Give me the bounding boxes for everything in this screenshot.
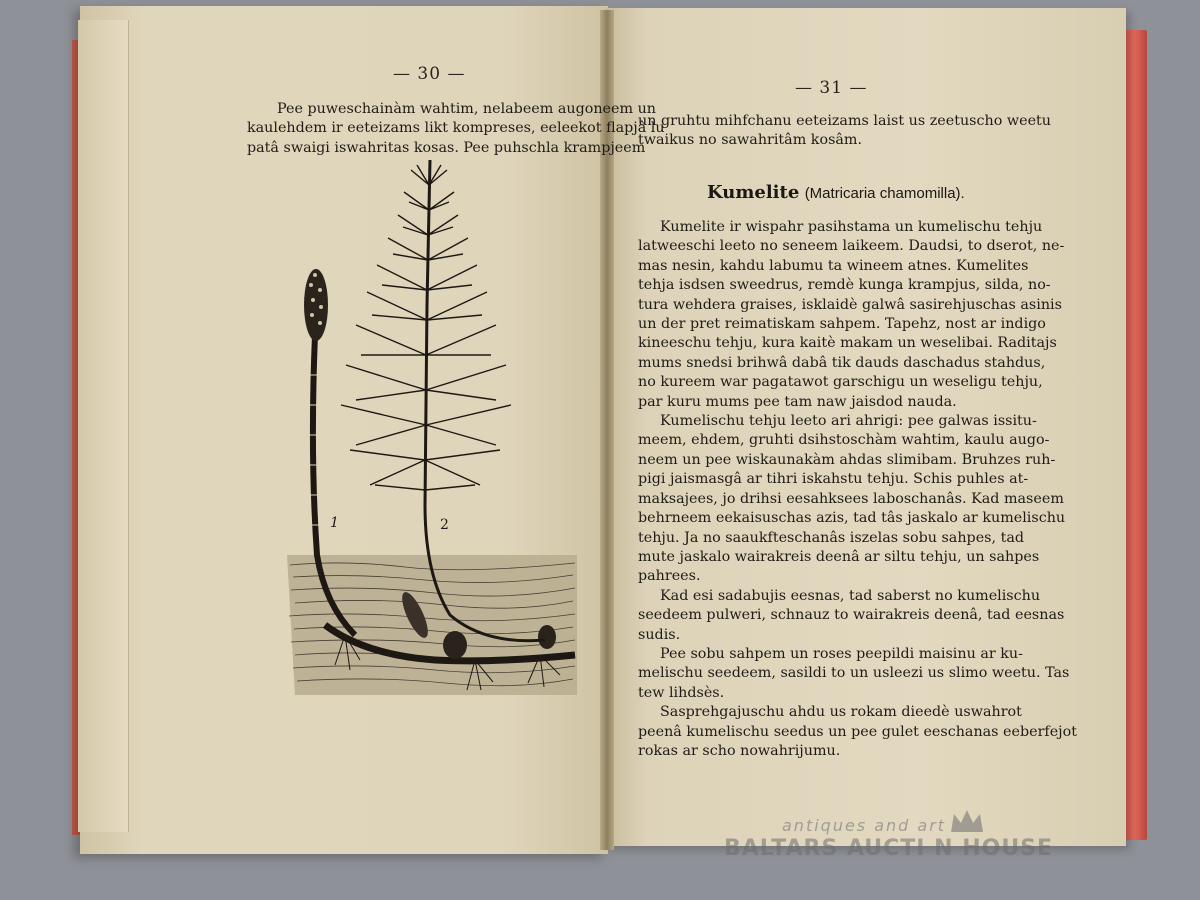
auction-house-watermark — [724, 808, 1144, 868]
body-line: tehja isdsen sweedrus, remdè kunga krampjus, silda, no- — [638, 277, 1051, 294]
body-line: seedeem pulweri, schnauz to wairakreis deenâ, tad eesnas — [638, 607, 1065, 624]
body-line: sudis. — [638, 626, 681, 643]
body-line: rokas ar scho nowahrijumu. — [638, 742, 841, 759]
left-line-2: kaulehdem ir eeteizams likt kompreses, eeleekot flapjâ lu — [247, 120, 665, 137]
body-line: un der pret reimatiskam sahpem. Tapehz, nost ar indigo — [638, 316, 1046, 333]
spore-cone — [304, 269, 328, 341]
body-line: tehju. Ja no saaukfteschanâs iszelas sobu sahpes, tad — [638, 529, 1025, 546]
body-line: Kad esi sadabujis eesnas, tad saberst no kumelischu — [660, 587, 1041, 604]
left-page-text — [247, 100, 665, 158]
heading-latin-name: (Matricaria chamomilla). — [804, 185, 965, 202]
body-line: neem un pee wiskaunakàm ahdas slimibam. Bruhzes ruh- — [638, 451, 1056, 468]
body-line: no kureem war pagatawot garschigu un weseligu tehju, — [638, 374, 1043, 391]
left-page-stack — [78, 20, 129, 832]
page-number-right: — 31 — — [795, 78, 868, 98]
section-heading — [707, 182, 965, 203]
figure-label-2: 2 — [440, 517, 449, 533]
left-line-1: Pee puweschainàm wahtim, nelabeem augoneem un — [277, 101, 656, 117]
body-line: tew lihdsès. — [638, 684, 725, 701]
body-line: tura wehdera graises, isklaidè galwâ sasirehjuschas asinis — [638, 296, 1062, 313]
body-line: kineeschu tehju, kura kaitè makam un weselibai. Raditajs — [638, 335, 1057, 352]
right-page-body — [638, 218, 1077, 761]
body-line: melischu seedeem, sasildi to un usleezi us slimo weetu. Tas — [638, 665, 1070, 682]
body-line: maksajees, jo drihsi eesahksees laboschanâs. Kad maseem — [638, 490, 1064, 507]
page-number-left: — 30 — — [393, 64, 466, 84]
body-line: mas nesin, kahdu labumu ta wineem atnes. Kumelites — [638, 257, 1029, 274]
body-line: behrneem eekaisuschas azis, tad tâs jaskalo ar kumelischu — [638, 510, 1066, 527]
body-line: pahrees. — [638, 568, 701, 585]
body-line: Sasprehgajuschu ahdu us rokam dieedè uswahrot — [660, 704, 1022, 721]
body-line: Kumelite ir wispahr pasihstama un kumelischu tehju — [660, 219, 1043, 235]
body-line: mums snedsi brihwâ dabâ tik dauds daschadus stahdus, — [638, 354, 1046, 371]
body-line: mute jaskalo wairakreis deenâ ar siltu tehju, un sahpes — [638, 548, 1040, 565]
body-line: peenâ kumelischu seedus un pee gulet eeschanas eeberfejot — [638, 723, 1077, 740]
left-line-3: patâ swaigi iswahritas kosas. Pee puhschla krampjeem — [247, 139, 646, 156]
right-intro-line-1: un gruhtu mihfchanu eeteizams laist us zeetuscho weetu — [638, 113, 1051, 129]
heading-title: Kumelite — [707, 182, 800, 203]
right-page-intro — [638, 112, 1051, 151]
watermark-tagline: antiques and art — [782, 816, 947, 835]
body-line: latweeschi leeto no seneem laikeem. Daudsi, to dserot, ne- — [638, 238, 1065, 255]
watermark-brand: BALTARS AUCTI N HOUSE — [724, 836, 1054, 861]
body-line: par kuru mums pee tam naw jaisdod nauda. — [638, 393, 957, 410]
right-intro-line-2: twaikus no sawahritâm kosâm. — [638, 132, 863, 149]
body-line: pigi jaismasgâ ar tihri iskahstu tehju. Schis puhles at- — [638, 471, 1029, 488]
body-line: meem, ehdem, gruhti dsihstoschàm wahtim, kaulu augo- — [638, 432, 1050, 449]
crown-icon — [949, 808, 985, 836]
horsetail-illustration — [285, 155, 585, 715]
figure-label-1: 1 — [330, 515, 339, 531]
body-line: Pee sobu sahpem un roses peepildi maisinu ar ku- — [660, 645, 1023, 662]
body-line: Kumelischu tehju leeto ari ahrigi: pee galwas issitu- — [660, 413, 1037, 430]
